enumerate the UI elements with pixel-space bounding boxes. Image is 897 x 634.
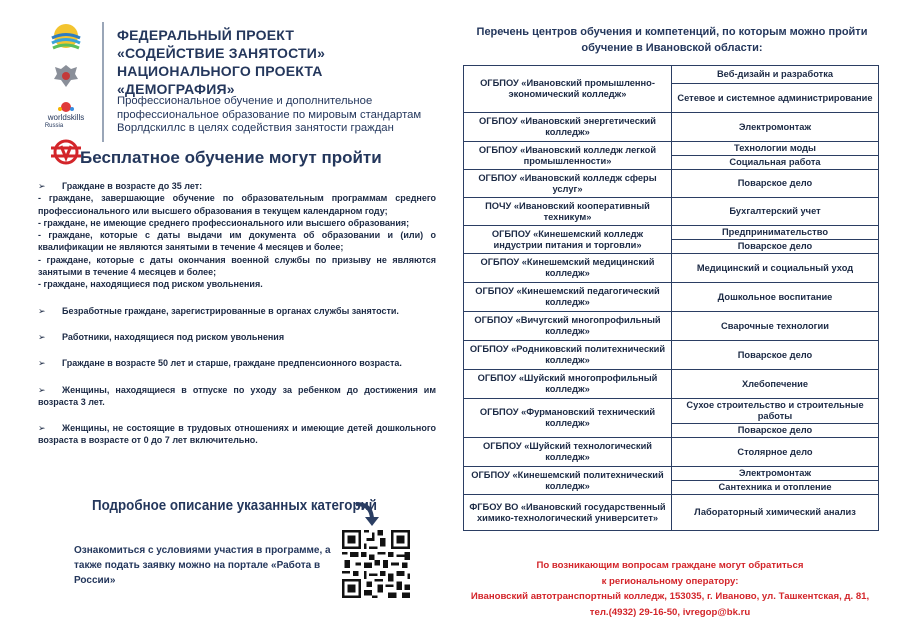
center-name-cell: ОГБПОУ «Ивановский колледж легкой промышленности» <box>464 142 672 170</box>
project-subtitle-line-1: Профессиональное обучение и дополнительное <box>117 95 373 107</box>
project-title <box>117 26 437 98</box>
center-name-cell: ОГБПОУ «Кинешемский колледж индустрии питания и торговли» <box>464 226 672 254</box>
bullet-arrow-icon: ➢ <box>38 331 46 342</box>
table-row <box>464 226 879 240</box>
criteria-head: Граждане в возрасте до 35 лет: <box>62 181 203 191</box>
free-training-heading: Бесплатное обучение могут пройти <box>80 148 382 167</box>
portal-info-text: Ознакомиться с условиями участия в программе, а также подать заявку можно на портале «Работа в России» <box>74 545 331 586</box>
table-row <box>464 467 879 481</box>
center-name-cell: ОГБПОУ «Ивановский промышленно-экономический колледж» <box>464 66 672 113</box>
footer-address: Ивановский автотранспортный колледж, 153035, г. Иваново, ул. Ташкентская, д. 81, <box>470 591 870 602</box>
criteria-item <box>38 384 436 409</box>
center-name-cell: ОГБПОУ «Шуйский технологический колледж» <box>464 438 672 467</box>
project-subtitle-line-3: Ворлдскиллс в целях содействия занятости граждан <box>117 122 394 134</box>
project-title-line-3: НАЦИОНАЛЬНОГО ПРОЕКТА «ДЕМОГРАФИЯ» <box>117 63 323 97</box>
table-row <box>464 399 879 424</box>
criteria-subitem: - граждане, которые с даты окончания военной службы по призыву не являются занятыми в течение 4 месяцев и более; <box>38 254 436 278</box>
center-name-cell: ОГБПОУ «Кинешемский политехнический колледж» <box>464 467 672 495</box>
table-row <box>464 495 879 531</box>
bullet-arrow-icon: ➢ <box>38 423 46 434</box>
table-row <box>464 370 879 399</box>
svg-text:Russia: Russia <box>44 123 64 128</box>
eligibility-criteria <box>38 180 436 461</box>
table-row <box>464 254 879 283</box>
criteria-subitem: - граждане, находящиеся под риском увольнения. <box>38 279 263 290</box>
table-row <box>464 66 879 84</box>
center-name-cell: ФГБОУ ВО «Ивановский государственный химико-технологический университет» <box>464 495 672 531</box>
competency-cell: Сварочные технологии <box>672 312 879 341</box>
svg-text:worldskills: worldskills <box>47 113 85 122</box>
criteria-item <box>38 305 436 317</box>
qr-code-icon[interactable] <box>342 530 410 598</box>
competency-cell: Поварское дело <box>672 240 879 254</box>
criteria-subitem: - граждане, не имеющие среднего профессионального или высшего образования; <box>38 217 410 228</box>
table-row <box>464 170 879 198</box>
center-name-cell: ОГБПОУ «Кинешемский педагогический колледж» <box>464 283 672 312</box>
criteria-item-text: Работники, находящиеся под риском увольнения <box>62 331 285 342</box>
competency-cell: Поварское дело <box>672 341 879 370</box>
criteria-item <box>38 422 436 447</box>
competency-cell: Сетевое и системное администрирование <box>672 84 879 113</box>
employment-project-logo-icon <box>49 22 83 52</box>
table-row <box>464 341 879 370</box>
competency-cell: Медицинский и социальный уход <box>672 254 879 283</box>
criteria-item-text: Граждане в возрасте 50 лет и старше, граждане предпенсионного возраста. <box>62 358 402 369</box>
criteria-item-text: Безработные граждане, зарегистрированные в органах службы занятости. <box>62 305 399 316</box>
table-row <box>464 198 879 226</box>
competency-cell: Поварское дело <box>672 424 879 438</box>
worldskills-logo-icon <box>40 100 92 128</box>
competency-cell: Сухое строительство и строительные работы <box>672 399 879 424</box>
project-subtitle <box>117 95 447 136</box>
state-emblem-icon <box>51 62 81 90</box>
competency-cell: Столярное дело <box>672 438 879 467</box>
competency-cell: Поварское дело <box>672 170 879 198</box>
footer-line: По возникающим вопросам граждане могут обратиться <box>536 560 804 571</box>
center-name-cell: ОГБПОУ «Ивановский колледж сферы услуг» <box>464 170 672 198</box>
centers-list-title: Перечень центров обучения и компетенций, по которым можно пройти обучение в Ивановской области: <box>476 26 868 54</box>
training-centers-table <box>463 65 879 531</box>
criteria-block-under-35 <box>38 180 436 291</box>
bullet-arrow-icon: ➢ <box>38 305 46 316</box>
training-centers-table-body <box>464 66 879 531</box>
contact-footer <box>440 558 897 620</box>
criteria-item <box>38 357 436 369</box>
bullet-arrow-icon: ➢ <box>38 181 46 191</box>
competency-cell: Хлебопечение <box>672 370 879 399</box>
center-name-cell: ОГБПОУ «Фурмановский технический колледж» <box>464 399 672 438</box>
center-name-cell: ОГБПОУ «Шуйский многопрофильный колледж» <box>464 370 672 399</box>
center-name-cell: ОГБПОУ «Вичугский многопрофильный колледж» <box>464 312 672 341</box>
competency-cell: Технологии моды <box>672 142 879 156</box>
competency-cell: Предпринимательство <box>672 226 879 240</box>
divider-line <box>102 22 104 142</box>
criteria-item-text: Женщины, находящиеся в отпуске по уходу за ребенком до достижения им возраста 3 лет. <box>38 384 436 407</box>
table-row <box>464 142 879 156</box>
competency-cell: Веб-дизайн и разработка <box>672 66 879 84</box>
competency-cell: Дошкольное воспитание <box>672 283 879 312</box>
competency-cell: Лабораторный химический анализ <box>672 495 879 531</box>
criteria-item <box>38 331 436 343</box>
center-name-cell: ОГБПОУ «Кинешемский медицинский колледж» <box>464 254 672 283</box>
center-name-cell: ОГБПОУ «Ивановский энергетический колледж» <box>464 113 672 142</box>
competency-cell: Электромонтаж <box>672 467 879 481</box>
criteria-item-text: Женщины, не состоящие в трудовых отношениях и имеющие детей дошкольного возраста в возрасте от 0 до 7 лет включительно. <box>38 423 436 446</box>
footer-line: к региональному оператору: <box>601 575 739 587</box>
curved-arrow-icon <box>352 500 384 528</box>
table-row <box>464 312 879 341</box>
table-row <box>464 113 879 142</box>
bullet-arrow-icon: ➢ <box>38 358 46 369</box>
footer-contacts: тел.(4932) 29-16-50, ivregop@bk.ru <box>589 606 751 618</box>
bullet-arrow-icon: ➢ <box>38 384 46 395</box>
criteria-subitem: - граждане, которые с даты выдачи им документа об образовании и (или) о квалификации не являются занятыми в течение 4 месяцев и более; <box>38 230 436 253</box>
criteria-subitem: - граждане, завершающие обучение по образовательным программам среднего профессионального или высшего образования в текущем календарном году; <box>38 193 436 216</box>
competency-cell: Электромонтаж <box>672 113 879 142</box>
center-name-cell: ОГБПОУ «Родниковский политехнический колледж» <box>464 341 672 370</box>
transport-college-logo-icon <box>49 138 83 166</box>
competency-cell: Социальная работа <box>672 156 879 170</box>
table-row <box>464 283 879 312</box>
table-row <box>464 438 879 467</box>
competency-cell: Сантехника и отопление <box>672 481 879 495</box>
detailed-description-link[interactable]: Подробное описание указанных категорий <box>92 498 378 514</box>
project-title-line-2: «СОДЕЙСТВИЕ ЗАНЯТОСТИ» <box>117 45 326 61</box>
project-subtitle-line-2: профессиональное образование по мировым стандартам <box>117 108 422 121</box>
center-name-cell: ПОЧУ «Ивановский кооперативный техникум» <box>464 198 672 226</box>
competency-cell: Бухгалтерский учет <box>672 198 879 226</box>
project-title-line-1: ФЕДЕРАЛЬНЫЙ ПРОЕКТ <box>117 27 295 43</box>
